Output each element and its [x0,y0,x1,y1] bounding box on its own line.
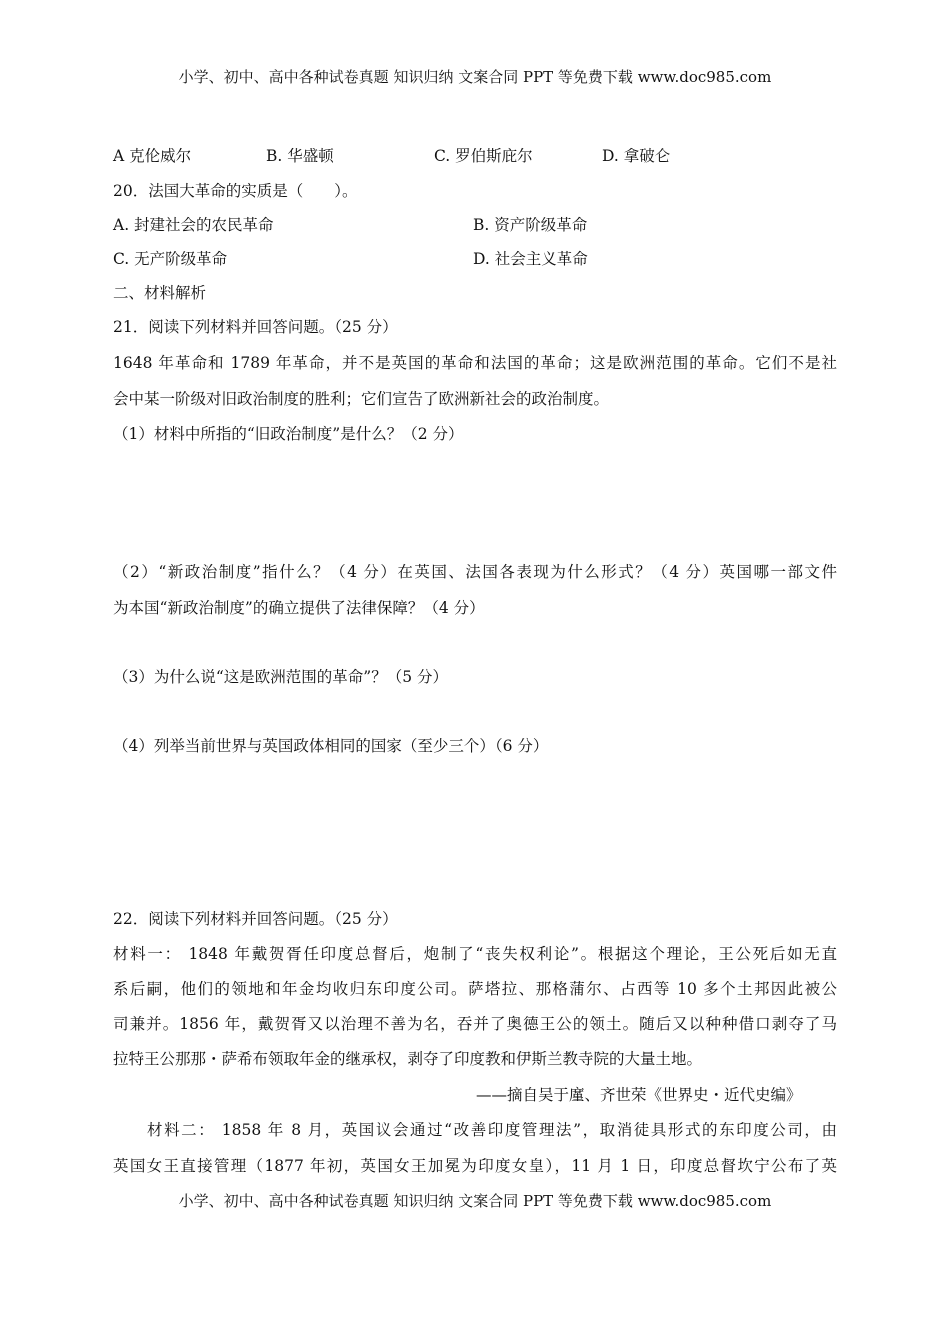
q20-option-d: D. 社会主义革命 [473,250,588,268]
q20-option-a: A. 封建社会的农民革命 [113,216,274,234]
section-title: 二、材料解析 [113,284,207,302]
q21-material-line: 1648 年革命和 1789 年革命，并不是英国的革命和法国的革命；这是欧洲范围的革命。它们不是社 [113,354,837,372]
q21-sub-question-2-cont: 为本国“新政治制度”的确立提供了法律保障？（4 分） [113,599,485,617]
q22-stem: 22．阅读下列材料并回答问题。（25 分） [113,910,398,928]
q21-sub-question-2: （2）“新政治制度”指什么？（4 分）在英国、法国各表现为什么形式？（4 分）英国哪一部文件 [113,563,837,581]
q19-option-c: C. 罗伯斯庇尔 [434,147,533,165]
q21-material-line: 会中某一阶级对旧政治制度的胜利；它们宣告了欧洲新社会的政治制度。 [113,390,610,408]
q19-option-d: D. 拿破仑 [602,147,671,165]
q19-option-b: B. 华盛顿 [266,147,334,165]
page-header: 小学、初中、高中各种试卷真题 知识归纳 文案合同 PPT 等免费下载 www.doc985.com [178,68,772,86]
q22-material-1-line: 系后嗣，他们的领地和年金均收归东印度公司。萨塔拉、那格蒲尔、占西等 10 多个土邦因此被公 [113,980,837,998]
q19-option-a: A 克伦威尔 [113,147,192,165]
q20-option-c: C. 无产阶级革命 [113,250,228,268]
q20-option-b: B. 资产阶级革命 [473,216,588,234]
q22-material-2-line: 材料二： 1858 年 8 月，英国议会通过“改善印度管理法”，取消徒具形式的东印度公司，由 [147,1121,837,1139]
q22-material-2-line: 英国女王直接管理（1877 年初，英国女王加冕为印度女皇），11 月 1 日，印度总督坎宁公布了英 [113,1157,837,1175]
q22-material-1-line: 司兼并。1856 年，戴贺胥又以治理不善为名，吞并了奥德王公的领土。随后又以种种借口剥夺了马 [113,1015,837,1033]
q20-stem: 20．法国大革命的实质是（ ）。 [113,182,358,200]
q22-material-1-source: ——摘自吴于廑、齐世荣《世界史・近代史编》 [476,1086,802,1104]
q21-sub-question-1: （1）材料中所指的“旧政治制度”是什么？（2 分） [113,425,464,443]
q22-material-1-line: 拉特王公那那・萨希布领取年金的继承权，剥夺了印度教和伊斯兰教寺院的大量土地。 [113,1050,703,1068]
q22-material-1-line: 材料一： 1848 年戴贺胥任印度总督后，炮制了“丧失权利论”。根据这个理论，王公死后如无直 [113,945,837,963]
q21-stem: 21．阅读下列材料并回答问题。（25 分） [113,318,398,336]
q21-sub-question-4: （4）列举当前世界与英国政体相同的国家（至少三个）（6 分） [113,737,549,755]
q21-sub-question-3: （3）为什么说“这是欧洲范围的革命”？（5 分） [113,668,448,686]
page-footer: 小学、初中、高中各种试卷真题 知识归纳 文案合同 PPT 等免费下载 www.doc985.com [178,1192,772,1210]
